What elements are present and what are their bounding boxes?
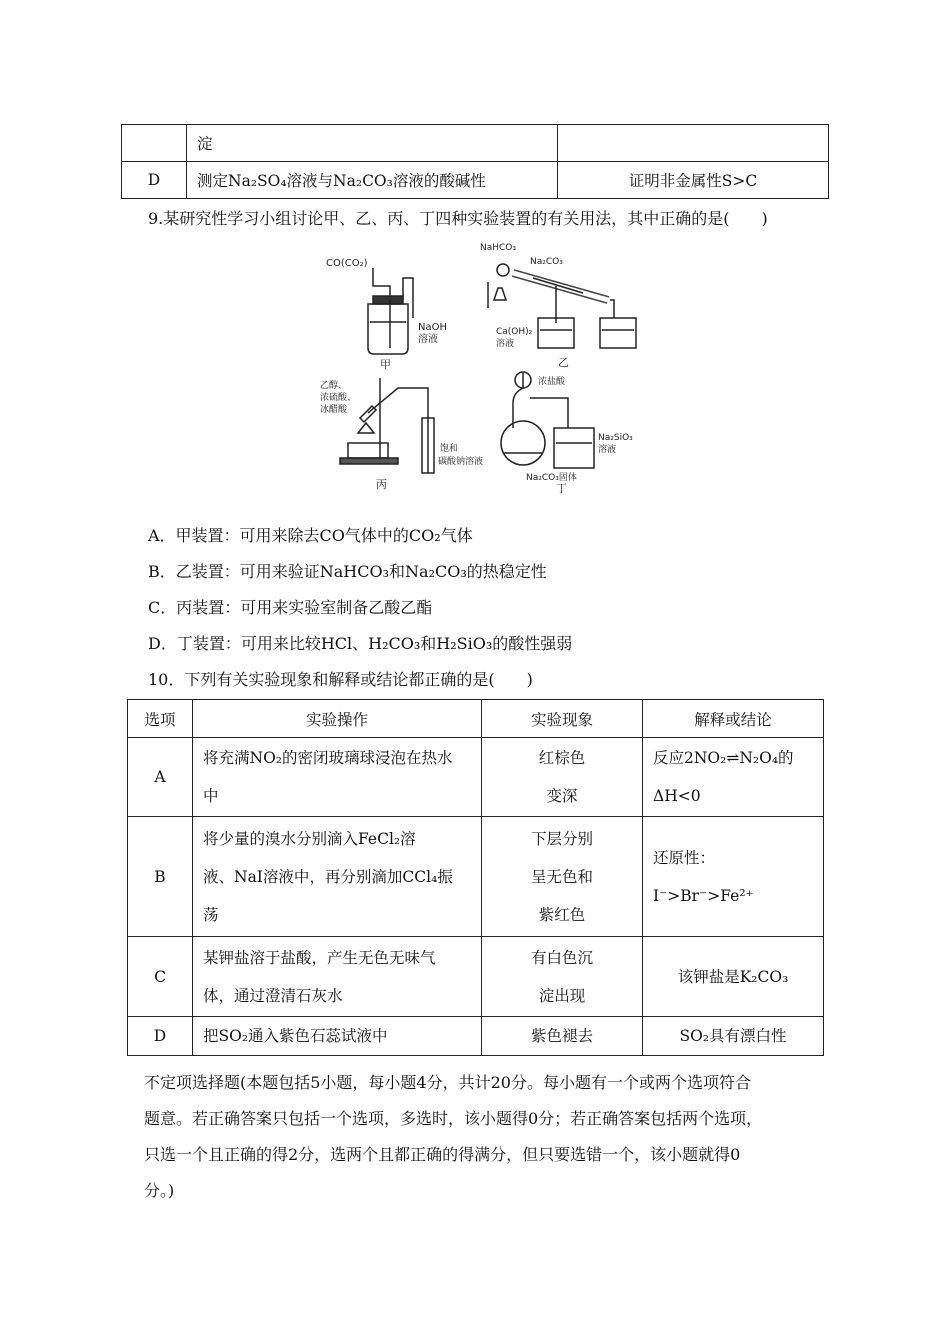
phenomenon-line: 变深 xyxy=(546,787,578,805)
fig-label-na2sio3-solution: 溶液 xyxy=(598,445,617,455)
conclusion-cell xyxy=(643,817,824,937)
conclusion-line: ΔH<0 xyxy=(653,787,701,805)
fig-label-saturated: 饱和 xyxy=(440,444,459,454)
q9-stem: 9.某研究性学习小组讨论甲、乙、丙、丁四种实验装置的有关用法，其中正确的是( ) xyxy=(148,209,768,228)
operation-line: 体，通过澄清石灰水 xyxy=(203,986,343,1005)
operation-cell: 测定Na₂SO₄溶液与Na₂CO₃溶液的酸碱性 xyxy=(187,162,558,199)
conclusion-cell xyxy=(643,738,824,817)
fig-label-naoh: NaOH xyxy=(418,322,447,333)
table-row xyxy=(128,738,824,817)
table-row xyxy=(122,125,829,162)
top-table xyxy=(121,124,829,199)
operation-line: 将少量的溴水分别滴入FeCl₂溶 xyxy=(203,829,416,848)
conclusion-cell: 证明非金属性S>C xyxy=(558,162,829,199)
phenomenon-line: 紫色褪去 xyxy=(530,1027,593,1045)
fig-label-hcl: 浓盐酸 xyxy=(538,377,566,387)
fig-label-co-co2: CO(CO₂) xyxy=(326,258,368,269)
q9-option-b: B．乙装置：可用来验证NaHCO₃和Na₂CO₃的热稳定性 xyxy=(148,562,547,581)
instructions-line: 只选一个且正确的得2分，选两个且都正确的得满分，但只要选错一个，该小题就得0 xyxy=(144,1145,741,1164)
operation-line: 某钾盐溶于盐酸，产生无色无味气 xyxy=(203,948,436,967)
fig-label-caoh2-solution: 溶液 xyxy=(496,339,515,349)
option-cell xyxy=(122,125,187,162)
fig-label-sulfuric-acid: 浓硫酸、 xyxy=(320,393,357,403)
table-row xyxy=(128,1017,824,1056)
conclusion-line: 反应2NO₂⇌N₂O₄的 xyxy=(653,749,794,767)
q10-table xyxy=(127,699,824,1056)
instructions-line: 题意。若正确答案只包括一个选项，多选时，该小题得0分；若正确答案包括两个选项， xyxy=(144,1109,763,1128)
phenomenon-line: 淀出现 xyxy=(538,986,586,1005)
phenomenon-line: 呈无色和 xyxy=(530,867,593,886)
header-operation: 实验操作 xyxy=(193,700,482,738)
conclusion-cell xyxy=(558,125,829,162)
fig-label-ding: 丁 xyxy=(556,482,567,494)
header-phenomenon: 实验现象 xyxy=(482,700,643,738)
operation-cell xyxy=(193,937,482,1017)
q9-option-d: D．丁装置：可用来比较HCl、H₂CO₃和H₂SiO₃的酸性强弱 xyxy=(148,634,573,653)
fig-label-rongye: 溶液 xyxy=(418,334,438,345)
table-row xyxy=(128,937,824,1017)
option-cell: B xyxy=(128,817,193,937)
q9-option-a: A．甲装置：可用来除去CO气体中的CO₂气体 xyxy=(148,526,473,545)
phenomenon-cell xyxy=(482,937,643,1017)
operation-cell xyxy=(193,738,482,817)
conclusion-cell xyxy=(643,1017,824,1056)
phenomenon-cell xyxy=(482,738,643,817)
operation-line: 中 xyxy=(203,787,219,805)
fig-label-na2co3-solution: 碳酸钠溶液 xyxy=(438,457,484,467)
fig-label-yi: 乙 xyxy=(558,356,569,369)
option-cell: D xyxy=(128,1017,193,1056)
operation-line: 把SO₂通入紫色石蕊试液中 xyxy=(203,1027,388,1045)
table-header-row xyxy=(128,700,824,738)
operation-cell xyxy=(193,817,482,937)
operation-line: 荡 xyxy=(203,905,219,924)
table-row xyxy=(128,817,824,937)
fig-label-na2co3: Na₂CO₃ xyxy=(530,257,563,267)
operation-cell: 淀 xyxy=(187,125,558,162)
fig-label-nahco3: NaHCO₃ xyxy=(480,243,516,253)
header-option: 选项 xyxy=(128,700,193,738)
conclusion-line: 该钾盐是K₂CO₃ xyxy=(677,967,789,986)
instructions-line: 不定项选择题(本题包括5小题，每小题4分，共计20分。每小题有一个或两个选项符合 xyxy=(144,1073,751,1092)
conclusion-line: 还原性： xyxy=(653,848,716,867)
phenomenon-line: 有白色沉 xyxy=(530,948,593,967)
fig-label-ethanol: 乙醇、 xyxy=(320,381,348,391)
operation-line: 液、NaI溶液中，再分别滴加CCl₄振 xyxy=(203,867,453,886)
option-cell: D xyxy=(122,162,187,199)
option-cell: C xyxy=(128,937,193,1017)
q10-stem: 10．下列有关实验现象和解释或结论都正确的是( ) xyxy=(148,670,533,689)
fig-label-na2sio3: Na₂SiO₃ xyxy=(598,433,633,443)
conclusion-cell xyxy=(643,937,824,1017)
apparatus-figure xyxy=(318,238,648,494)
phenomenon-cell xyxy=(482,1017,643,1056)
fig-label-acetic-acid: 冰醋酸 xyxy=(320,405,348,415)
fig-label-caoh2: Ca(OH)₂ xyxy=(496,327,533,337)
instructions-line: 分。) xyxy=(144,1181,175,1200)
conclusion-line: I⁻>Br⁻>Fe²⁺ xyxy=(653,886,754,905)
fig-label-bing: 丙 xyxy=(376,478,387,491)
operation-cell xyxy=(193,1017,482,1056)
phenomenon-line: 红棕色 xyxy=(538,749,586,767)
phenomenon-line: 紫红色 xyxy=(538,905,586,924)
option-cell: A xyxy=(128,738,193,817)
table-row xyxy=(122,162,829,199)
q9-option-c: C．丙装置：可用来实验室制备乙酸乙酯 xyxy=(148,598,433,617)
fig-label-na2co3-solid: Na₂CO₃固体 xyxy=(526,473,577,483)
operation-line: 将充满NO₂的密闭玻璃球浸泡在热水 xyxy=(203,749,453,767)
fig-label-jia: 甲 xyxy=(380,358,391,371)
header-conclusion: 解释或结论 xyxy=(643,700,824,738)
phenomenon-line: 下层分别 xyxy=(530,829,593,848)
conclusion-line: SO₂具有漂白性 xyxy=(679,1027,787,1045)
phenomenon-cell xyxy=(482,817,643,937)
